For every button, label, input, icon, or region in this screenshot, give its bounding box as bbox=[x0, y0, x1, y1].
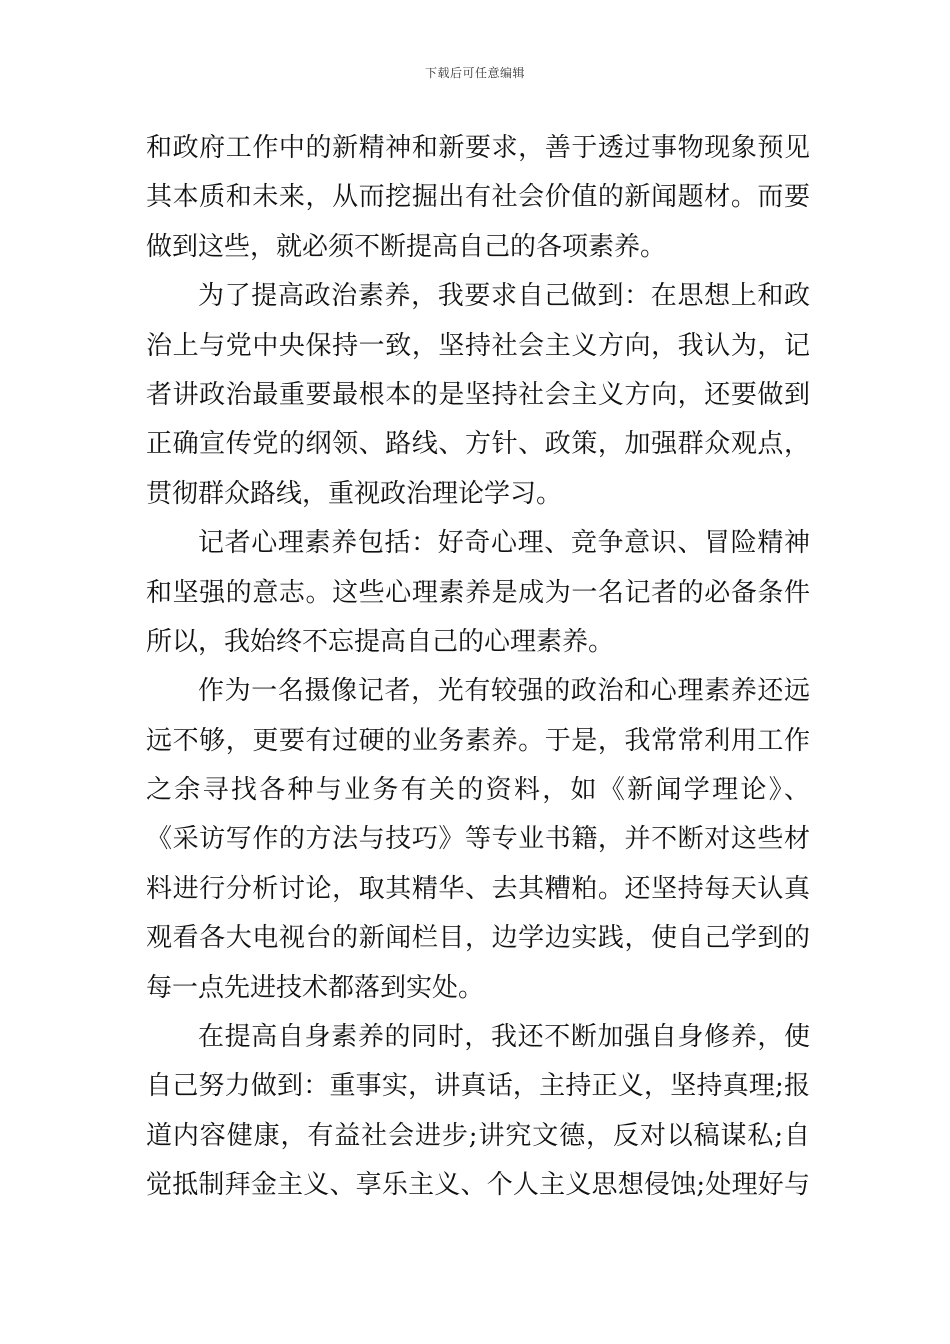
text-line: 之余寻找各种与业务有关的资料，如《新闻学理论》、 bbox=[146, 775, 810, 806]
text-line: 正确宣传党的纲领、路线、方针、政策，加强群众观点， bbox=[146, 429, 810, 460]
text-line: 贯彻群众路线，重视政治理论学习。 bbox=[146, 478, 563, 509]
paragraph-first-line: 记者心理素养包括：好奇心理、竞争意识、冒险精神 bbox=[198, 528, 810, 559]
text-line: 其本质和未来，从而挖掘出有社会价值的新闻题材。而要 bbox=[146, 182, 810, 213]
text-line: 每一点先进技术都落到实处。 bbox=[146, 972, 485, 1003]
text-line: 自己努力做到：重事实，讲真话，主持正义，坚持真理;报 bbox=[146, 1071, 810, 1102]
text-line: 料进行分析讨论，取其精华、去其糟粕。还坚持每天认真 bbox=[146, 873, 810, 904]
document-body bbox=[146, 124, 810, 1211]
paragraph-first-line: 在提高自身素养的同时，我还不断加强自身修养，使 bbox=[198, 1022, 810, 1053]
text-line: 做到这些，就必须不断提高自己的各项素养。 bbox=[146, 231, 667, 262]
text-line: 觉抵制拜金主义、享乐主义、个人主义思想侵蚀;处理好与 bbox=[146, 1170, 810, 1201]
text-line: 《采访写作的方法与技巧》等专业书籍，并不断对这些材 bbox=[146, 824, 810, 855]
text-line: 远不够，更要有过硬的业务素养。于是，我常常利用工作 bbox=[146, 725, 810, 756]
text-line: 和政府工作中的新精神和新要求，善于透过事物现象预见 bbox=[146, 133, 810, 163]
text-line: 者讲政治最重要最根本的是坚持社会主义方向，还要做到 bbox=[146, 379, 810, 410]
page-header: 下载后可任意编辑 bbox=[424, 66, 525, 80]
text-line: 治上与党中央保持一致，坚持社会主义方向，我认为，记 bbox=[146, 330, 810, 361]
paragraph-first-line: 作为一名摄像记者，光有较强的政治和心理素养还远 bbox=[198, 676, 810, 707]
text-line: 观看各大电视台的新闻栏目，边学边实践，使自己学到的 bbox=[146, 923, 810, 954]
text-line: 和坚强的意志。这些心理素养是成为一名记者的必备条件 bbox=[146, 577, 810, 608]
text-line: 道内容健康，有益社会进步;讲究文德，反对以稿谋私;自 bbox=[146, 1120, 810, 1151]
text-line: 所以，我始终不忘提高自己的心理素养。 bbox=[146, 626, 615, 657]
paragraph-first-line: 为了提高政治素养，我要求自己做到：在思想上和政 bbox=[198, 281, 810, 312]
